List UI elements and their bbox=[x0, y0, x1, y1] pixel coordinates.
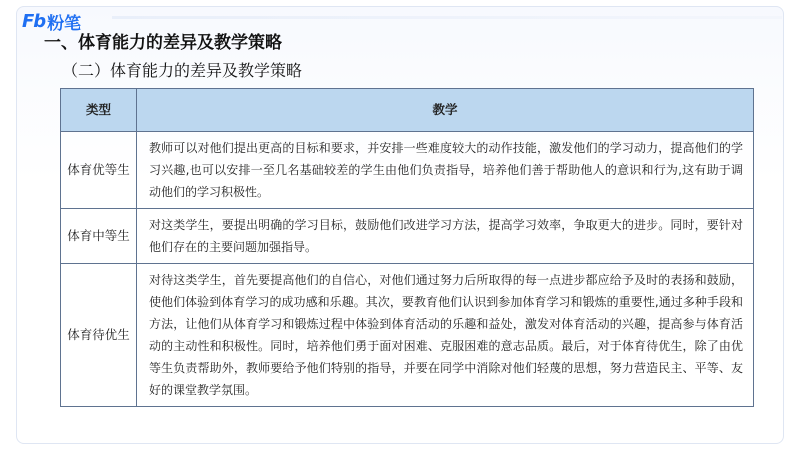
logo-mark-icon: Fb bbox=[22, 10, 46, 32]
row-type-cell: 体育待优生 bbox=[61, 264, 137, 407]
table-row bbox=[61, 209, 754, 264]
row-content-cell: 教师可以对他们提出更高的目标和要求，并安排一些难度较大的动作技能，激发他们的学习动力，提高他们的学习兴趣,也可以安排一至几名基础较差的学生由他们负责指导，培养他们善于帮助他人的意识和行为,这有助于调动他们的学习积极性。 bbox=[137, 132, 754, 209]
strategy-table bbox=[60, 88, 754, 407]
subsection-heading: （二）体育能力的差异及教学策略 bbox=[62, 61, 303, 80]
column-header-teaching: 教学 bbox=[137, 89, 754, 132]
column-header-type: 类型 bbox=[61, 89, 137, 132]
table-header-row bbox=[61, 89, 754, 132]
row-content-cell: 对待这类学生，首先要提高他们的自信心，对他们通过努力后所取得的每一点进步都应给予及时的表扬和鼓励，使他们体验到体育学习的成功感和乐趣。其次，要教育他们认识到参加体育学习和锻炼的重要性,通过多种手段和方法，让他们从体育学习和锻炼过程中体验到体育活动的乐趣和益处，激发对体育活动的兴趣，提高参与体育活动的主动性和积极性。同时，培养他们勇于面对困难、克服困难的意志品质。最后，对于体育待优生，除了由优等生负责帮助外，教师要给予他们特别的指导，并要在同学中消除对他们轻蔑的思想，努力营造民主、平等、友好的课堂教学氛围。 bbox=[137, 264, 754, 407]
section-heading: 一、体育能力的差异及教学策略 bbox=[44, 33, 282, 53]
header-divider bbox=[112, 16, 782, 19]
table-row bbox=[61, 264, 754, 407]
row-type-cell: 体育中等生 bbox=[61, 209, 137, 264]
row-content-cell: 对这类学生，要提出明确的学习目标，鼓励他们改进学习方法，提高学习效率，争取更大的进步。同时，要针对他们存在的主要问题加强指导。 bbox=[137, 209, 754, 264]
table-row bbox=[61, 132, 754, 209]
row-type-cell: 体育优等生 bbox=[61, 132, 137, 209]
logo-text: 粉笔 bbox=[47, 13, 82, 34]
